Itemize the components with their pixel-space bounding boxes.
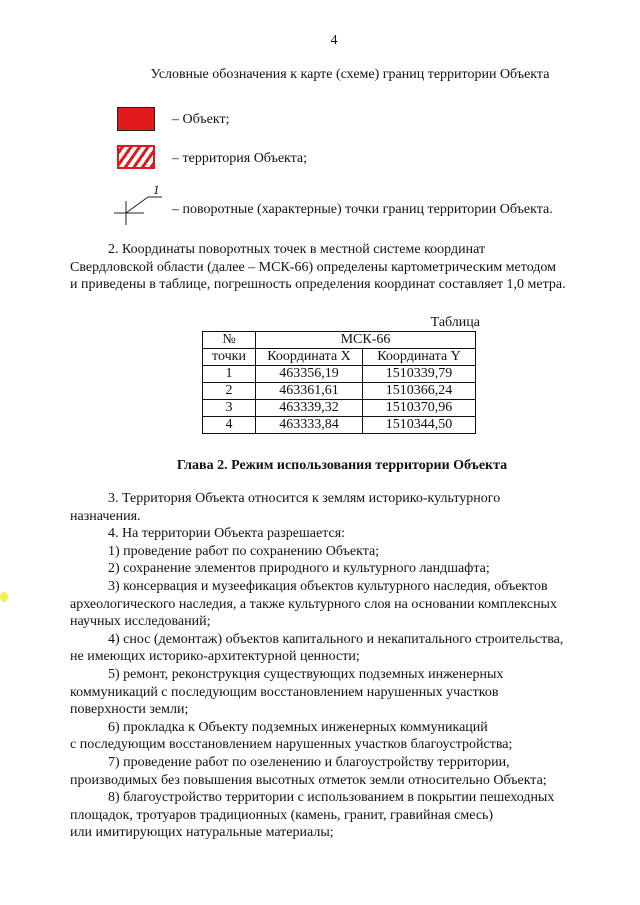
section-2-paragraph [70, 241, 612, 294]
cell-x: 463361,61 [256, 383, 363, 400]
item-4-line-2: не имеющих историко-архитектурной ценности; [70, 649, 360, 665]
object-legend-swatch [117, 107, 155, 131]
highlighter-mark [0, 592, 8, 602]
cell-y: 1510370,96 [363, 400, 476, 417]
item-5-line-3: поверхности земли; [70, 702, 189, 718]
legend-title: Условные обозначения к карте (схеме) границ территории Объекта [150, 67, 550, 82]
item-3-line-3: научных исследований; [70, 614, 211, 630]
item-6-line-1: 6) прокладка к Объекту подземных инженерных коммуникаций [108, 719, 488, 735]
table-row [203, 417, 476, 434]
legend-item-object: – Объект; [172, 112, 230, 127]
item-8-line-3: или имитирующих натуральные материалы; [70, 825, 334, 841]
section-2-line-3: и приведены в таблице, погрешность определения координат составляет 1,0 метра. [70, 277, 566, 293]
cell-point: 1 [203, 366, 256, 383]
cell-point: 3 [203, 400, 256, 417]
para-3-line-2: назначения. [70, 508, 141, 524]
header-system: МСК-66 [256, 332, 476, 349]
turning-point-label: 1 [153, 183, 160, 197]
item-7-line-2: производимых без повышения высотных отметок земли относительно Объекта; [70, 772, 547, 788]
para-3-line-1: 3. Территория Объекта относится к землям историко-культурного [108, 491, 501, 506]
cell-x: 463333,84 [256, 417, 363, 434]
cell-y: 1510344,50 [363, 417, 476, 434]
legend-item-territory: – территория Объекта; [172, 151, 308, 166]
cell-x: 463339,32 [256, 400, 363, 417]
para-4: 4. На территории Объекта разрешается: [108, 526, 346, 542]
section-2-line-1: 2. Координаты поворотных точек в местной системе координат [108, 242, 486, 257]
cell-point: 4 [203, 417, 256, 434]
cell-y: 1510366,24 [363, 383, 476, 400]
header-point: точки [203, 349, 256, 366]
cell-x: 463356,19 [256, 366, 363, 383]
header-no: № [203, 332, 256, 349]
table-row [203, 383, 476, 400]
item-3-line-1: 3) консервация и музеефикация объектов культурного наследия, объектов [108, 578, 548, 594]
table-row [203, 400, 476, 417]
item-8-line-2: площадок, тротуаров традиционных (камень, гранит, гравийная смесь) [70, 807, 494, 823]
page-number: 4 [330, 33, 338, 48]
header-y: Координата Y [363, 349, 476, 366]
territory-legend-swatch [117, 145, 155, 169]
chapter-title: Глава 2. Режим использования территории Объекта [176, 458, 508, 473]
table-row [203, 366, 476, 383]
table-caption: Таблица [430, 315, 480, 330]
turning-point-marker-icon [108, 183, 168, 229]
section-2-line-2: Свердловской области (далее – МСК-66) определены картометрическим методом [70, 259, 557, 275]
item-3-line-2: археологического наследия, а также культурного слоя на основании комплексных [70, 596, 557, 612]
cell-y: 1510339,79 [363, 366, 476, 383]
item-5-line-1: 5) ремонт, реконструкция существующих подземных инженерных [108, 666, 504, 682]
item-4-line-1: 4) снос (демонтаж) объектов капитального и некапитального строительства, [108, 631, 564, 647]
legend-item-points: – поворотные (характерные) точки границ территории Объекта. [172, 202, 553, 217]
chapter-body [70, 490, 612, 842]
cell-point: 2 [203, 383, 256, 400]
item-1: 1) проведение работ по сохранению Объекта; [108, 543, 380, 559]
item-5-line-2: коммуникаций с последующим восстановлением нарушенных участков [70, 684, 499, 700]
item-6-line-2: с последующим восстановлением нарушенных участков благоустройства; [70, 737, 513, 753]
header-x: Координата X [256, 349, 363, 366]
item-8-line-1: 8) благоустройство территории с использованием в покрытии пешеходных [108, 790, 555, 806]
coordinates-table [202, 331, 476, 434]
table-header-row [203, 332, 476, 349]
table-subheader-row [203, 349, 476, 366]
item-7-line-1: 7) проведение работ по озеленению и благоустройству территории, [108, 754, 510, 770]
item-2: 2) сохранение элементов природного и культурного ландшафта; [108, 561, 490, 577]
